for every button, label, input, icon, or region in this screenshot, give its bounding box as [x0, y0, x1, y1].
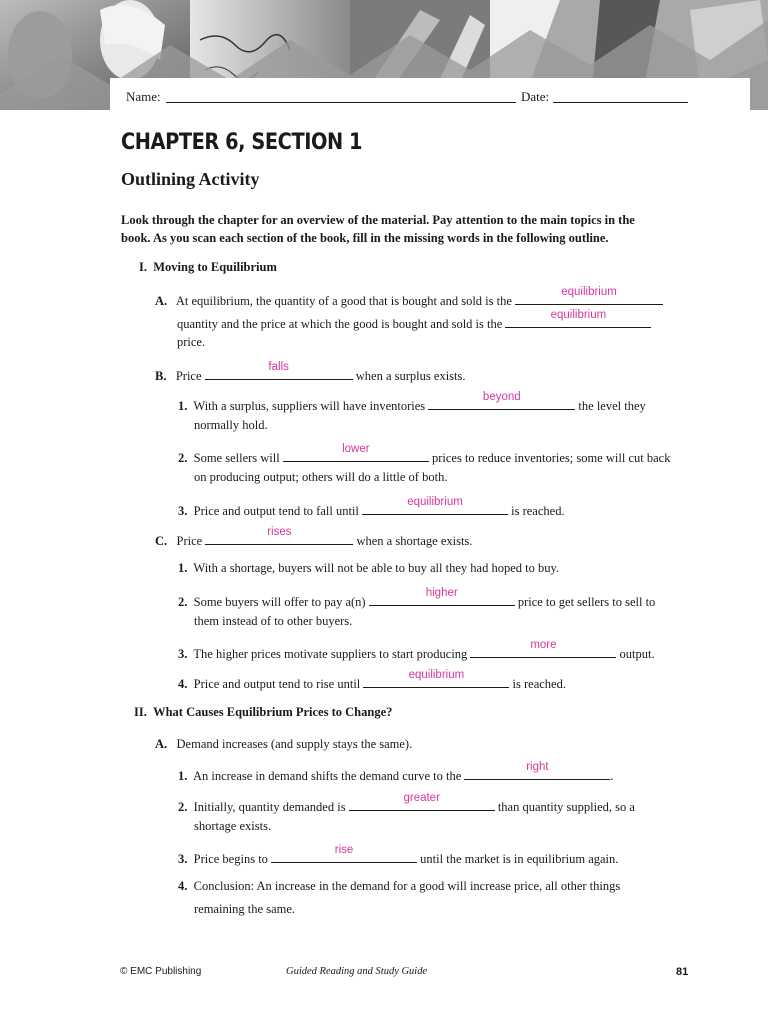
outline-item-b [155, 361, 466, 384]
item-text: Demand increases (and supply stays the same). [176, 737, 413, 751]
activity-subtitle: Outlining Activity [121, 169, 260, 189]
answer-blank[interactable] [362, 496, 508, 515]
outline-item-c2-line2: them instead of to other buyers. [194, 614, 353, 628]
answer-blank[interactable] [349, 792, 495, 811]
item-marker: 2. [178, 800, 188, 814]
name-date-bar [110, 78, 750, 114]
outline-item-d3 [178, 844, 619, 867]
item-text: . [610, 769, 614, 783]
outline-item-b1-line2: normally hold. [194, 418, 268, 432]
item-text: Price and output tend to rise until [193, 677, 361, 691]
guide-title: Guided Reading and Study Guide [286, 966, 428, 977]
item-text: Price and output tend to fall until [193, 504, 359, 518]
item-marker: 1. [178, 769, 188, 783]
section-marker: I. [139, 260, 147, 274]
item-marker: C. [155, 534, 168, 548]
item-marker: B. [155, 369, 167, 383]
answer-text: beyond [482, 391, 521, 403]
item-marker: 3. [178, 647, 188, 661]
item-marker: 3. [178, 504, 188, 518]
outline-item-d2 [178, 792, 635, 815]
page-number: 81 [676, 966, 689, 978]
answer-blank[interactable] [369, 587, 515, 606]
date-label: Date: [521, 89, 550, 104]
instructions: Look through the chapter for an overview of the material. Pay attention to the main topics in the book. As you scan each section of the book, fill in the missing words in the following outline. [121, 213, 635, 245]
answer-text: more [530, 639, 557, 651]
item-text: prices to reduce inventories; some will cut back [431, 451, 671, 465]
answer-blank[interactable] [505, 309, 651, 328]
item-text: The higher prices motivate suppliers to start producing [193, 647, 468, 661]
answer-text: rises [267, 526, 292, 538]
outline-item-c4 [178, 669, 566, 692]
item-text: An increase in demand shifts the demand curve to the [192, 769, 462, 783]
answer-text: right [526, 761, 549, 773]
item-marker: 4. [178, 879, 188, 893]
name-label: Name: [126, 89, 161, 104]
item-text: quantity and the price at which the good is bought and sold is the [177, 317, 503, 331]
answer-blank[interactable] [205, 526, 353, 545]
publisher-credit: © EMC Publishing [120, 966, 202, 977]
item-text: is reached. [512, 677, 566, 691]
answer-text: falls [268, 361, 289, 373]
answer-text: rise [334, 844, 354, 856]
date-field[interactable] [553, 102, 688, 103]
item-text: Price begins to [193, 852, 268, 866]
answer-blank[interactable] [205, 361, 353, 380]
item-marker: 3. [178, 852, 188, 866]
section-marker: II. [134, 705, 147, 719]
outline-item-c1 [178, 560, 559, 576]
section-heading-2 [134, 704, 392, 720]
outline-item-a-line3: price. [177, 335, 206, 349]
answer-blank[interactable] [363, 669, 509, 688]
item-marker: A. [155, 737, 168, 751]
outline-item-b3 [178, 496, 565, 519]
outline-item-d2-line2: shortage exists. [194, 819, 272, 833]
item-text: Price [176, 534, 203, 548]
answer-text: lower [342, 443, 370, 455]
item-text: output. [619, 647, 655, 661]
item-marker: 1. [178, 561, 188, 575]
item-marker: A. [155, 294, 168, 308]
answer-text: equilibrium [561, 286, 617, 298]
section-heading-text: What Causes Equilibrium Prices to Change? [153, 705, 393, 719]
chapter-title: CHAPTER 6, SECTION 1 [121, 130, 363, 155]
answer-blank[interactable] [428, 391, 575, 410]
item-marker: 2. [178, 451, 188, 465]
item-text: is reached. [511, 504, 565, 518]
section-heading-1 [139, 259, 277, 275]
section-heading-text: Moving to Equilibrium [153, 260, 277, 274]
answer-blank[interactable] [515, 286, 663, 305]
item-text: With a shortage, buyers will not be able to buy all they had hoped to buy. [193, 561, 560, 575]
item-text: Some buyers will offer to pay a(n) [193, 595, 366, 609]
outline-item-b2-line2: on producing output; others will do a little of both. [194, 470, 448, 484]
answer-blank[interactable] [283, 443, 429, 462]
item-text: than quantity supplied, so a [497, 800, 635, 814]
answer-text: equilibrium [407, 496, 463, 508]
outline-item-b2 [178, 443, 671, 466]
item-text: the level they [578, 399, 646, 413]
outline-item-d4 [178, 878, 620, 894]
item-text: Initially, quantity demanded is [193, 800, 346, 814]
item-marker: 4. [178, 677, 188, 691]
outline-item-a-line2 [177, 309, 651, 332]
item-text: until the market is in equilibrium again. [420, 852, 619, 866]
answer-blank[interactable] [470, 639, 616, 658]
outline-item-c3 [178, 639, 655, 662]
item-marker: 2. [178, 595, 188, 609]
item-text: when a shortage exists. [356, 534, 473, 548]
answer-text: higher [425, 587, 458, 599]
item-text: At equilibrium, the quantity of a good that is bought and sold is the [175, 294, 512, 308]
item-text: Some sellers will [193, 451, 280, 465]
outline-item-b1 [178, 391, 646, 414]
outline-item-c [155, 526, 473, 549]
item-text: With a surplus, suppliers will have inventories [193, 399, 426, 413]
outline-item-d4-line2: remaining the same. [194, 902, 296, 916]
answer-text: equilibrium [408, 669, 465, 681]
outline-item-d [155, 736, 412, 752]
item-text: Conclusion: An increase in the demand for a good will increase price, all other things [193, 879, 621, 893]
item-text: Price [175, 369, 202, 383]
answer-blank[interactable] [271, 844, 417, 863]
name-field[interactable] [166, 102, 516, 103]
answer-text: greater [403, 792, 440, 804]
answer-blank[interactable] [464, 761, 610, 780]
outline-item-d1 [178, 761, 614, 784]
outline-item-c2 [178, 587, 656, 610]
item-text: price to get sellers to sell to [517, 595, 656, 609]
answer-text: equilibrium [550, 309, 607, 321]
item-marker: 1. [178, 399, 188, 413]
item-text: when a surplus exists. [355, 369, 466, 383]
